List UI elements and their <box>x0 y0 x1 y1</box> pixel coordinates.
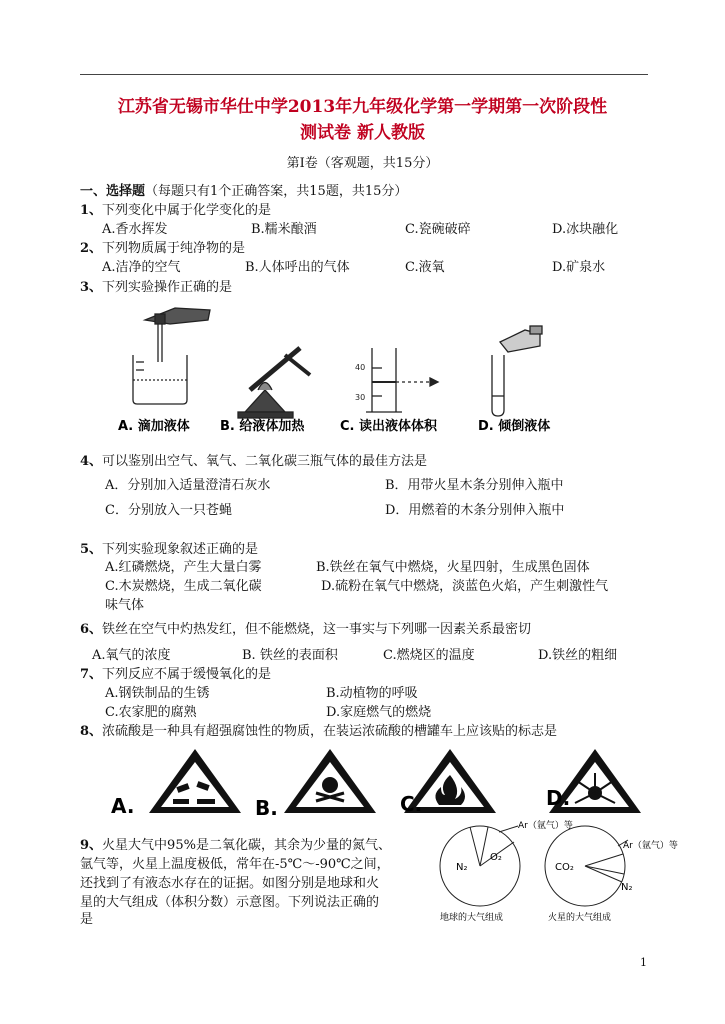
question-text: 可以鉴别出空气、氧气、二氧化碳三瓶气体的最佳方法是 <box>102 454 428 469</box>
option: C.木炭燃烧，生成二氧化碳 <box>105 579 262 594</box>
sign-label-b: B. <box>255 796 278 820</box>
hazard-signs-figure <box>105 745 665 825</box>
dropper-beaker-illustration <box>133 308 210 404</box>
option: C.液氧 <box>405 260 445 275</box>
section-heading <box>80 180 407 199</box>
option: C．分别放入一只苍蝇 <box>105 503 232 518</box>
caption-a: A. 滴加液体 <box>118 419 190 434</box>
earth-label-o2: O₂ <box>490 852 502 863</box>
option: C.农家肥的腐熟 <box>105 705 197 720</box>
corrosive-sign-icon <box>149 749 241 813</box>
mars-label-ar: Ar（氩气）等 <box>623 841 678 851</box>
option: C.燃烧区的温度 <box>383 648 475 663</box>
question-number: 2、 <box>80 241 103 256</box>
section-note: （每题只有1个正确答案，共15题，共15分） <box>145 184 408 199</box>
caption-c: C. 读出液体体积 <box>340 419 438 434</box>
option: B.糯米酿酒 <box>251 222 317 237</box>
question-text: 下列反应不属于缓慢氧化的是 <box>102 667 272 682</box>
heating-test-tube-illustration <box>238 348 310 418</box>
question-text-line: 氩气等，火星上温度极低，常年在-5℃～-90℃之间， <box>80 857 390 872</box>
question-number: 6、 <box>80 622 103 637</box>
question-number: 9、 <box>80 838 103 853</box>
option: D.家庭燃气的燃烧 <box>326 705 432 720</box>
question-number: 1、 <box>80 203 103 218</box>
option: D.铁丝的粗细 <box>538 648 618 663</box>
option: C.瓷碗破碎 <box>405 222 471 237</box>
option: B．用带火星木条分别伸入瓶中 <box>385 478 564 493</box>
sign-label-a: A. <box>111 794 135 818</box>
question-number: 4、 <box>80 454 103 469</box>
title-line-2: 测试卷 新人教版 <box>300 123 425 143</box>
question-6 <box>80 618 531 637</box>
title-line-1: 江苏省无锡市华仕中学2013年九年级化学第一学期第一次阶段性 <box>117 97 608 117</box>
question-5 <box>80 538 258 557</box>
earth-caption: 地球的大气组成 <box>440 913 504 923</box>
sign-label-c: C. <box>400 792 423 816</box>
option: B.动植物的呼吸 <box>326 686 418 701</box>
question-number: 7、 <box>80 667 103 682</box>
earth-atmosphere-pie <box>440 826 520 906</box>
earth-label-n2: N₂ <box>456 862 468 873</box>
question-text: 下列实验现象叙述正确的是 <box>102 542 259 557</box>
volume-heading: 第Ⅰ卷（客观题，共15分） <box>286 156 439 171</box>
question-text: 下列实验操作正确的是 <box>102 280 233 295</box>
question-text-line: 是 <box>80 912 94 927</box>
option: D.硫粉在氧气中燃烧，淡蓝色火焰，产生刺激性气 <box>321 579 609 594</box>
question-number: 3、 <box>80 280 103 295</box>
question-4 <box>80 450 427 469</box>
section-title: 一、选择题 <box>80 184 146 199</box>
question-number: 8、 <box>80 724 103 739</box>
mars-label-co2: CO₂ <box>555 862 574 873</box>
question-text-line: 还找到了有液态水存在的证据。如图分别是地球和火 <box>80 876 380 891</box>
cylinder-scale-40: 40 <box>355 363 366 372</box>
pouring-liquid-illustration <box>492 326 542 416</box>
option: D.冰块融化 <box>552 222 619 237</box>
option-continuation: 味气体 <box>105 598 145 613</box>
atmosphere-pie-figure <box>430 818 700 930</box>
question-8 <box>80 720 557 739</box>
page-number: 1 <box>640 956 647 969</box>
option: A.钢铁制品的生锈 <box>105 686 210 701</box>
option: B.铁丝在氧气中燃烧，火星四射，生成黑色固体 <box>316 560 590 575</box>
option: A.香水挥发 <box>102 222 168 237</box>
mars-caption: 火星的大气组成 <box>548 913 612 923</box>
option: B. 铁丝的表面积 <box>242 648 338 663</box>
question-text-line: 星的大气组成（体积分数）示意图。下列说法正确的 <box>80 895 380 910</box>
option: A.洁净的空气 <box>102 260 181 275</box>
question-text: 下列物质属于纯净物的是 <box>102 241 246 256</box>
caption-d: D. 倾倒液体 <box>478 419 551 434</box>
option: D．用燃着的木条分别伸入瓶中 <box>385 503 565 518</box>
question-number: 5、 <box>80 542 103 557</box>
sign-label-d: D. <box>546 786 571 810</box>
header-rule <box>80 74 648 75</box>
option: A.红磷燃烧，产生大量白雾 <box>105 560 262 575</box>
question-text: 下列变化中属于化学变化的是 <box>102 203 272 218</box>
option: D.矿泉水 <box>552 260 606 275</box>
option: A.氧气的浓度 <box>92 648 171 663</box>
caption-b: B. 给液体加热 <box>220 419 305 434</box>
cylinder-scale-30: 30 <box>355 393 366 402</box>
question-9 <box>80 834 391 853</box>
question-1 <box>80 199 271 218</box>
toxic-sign-icon <box>284 749 376 813</box>
question-3 <box>80 276 232 295</box>
earth-label-ar: Ar（氩气）等 <box>518 821 573 831</box>
question-2 <box>80 237 245 256</box>
lab-operations-figure <box>100 300 570 440</box>
option: A．分别加入适量澄清石灰水 <box>105 478 271 493</box>
graduated-cylinder-illustration <box>366 348 438 412</box>
question-7 <box>80 663 271 682</box>
option: B.人体呼出的气体 <box>245 260 350 275</box>
question-text: 浓硫酸是一种具有超强腐蚀性的物质，在装运浓硫酸的槽罐车上应该贴的标志是 <box>102 724 558 739</box>
question-text: 火星大气中95%是二氧化碳，其余为少量的氮气、 <box>102 838 391 853</box>
mars-label-n2: N₂ <box>621 882 633 893</box>
question-text: 铁丝在空气中灼热发红，但不能燃烧，这一事实与下列哪一因素关系最密切 <box>102 622 532 637</box>
